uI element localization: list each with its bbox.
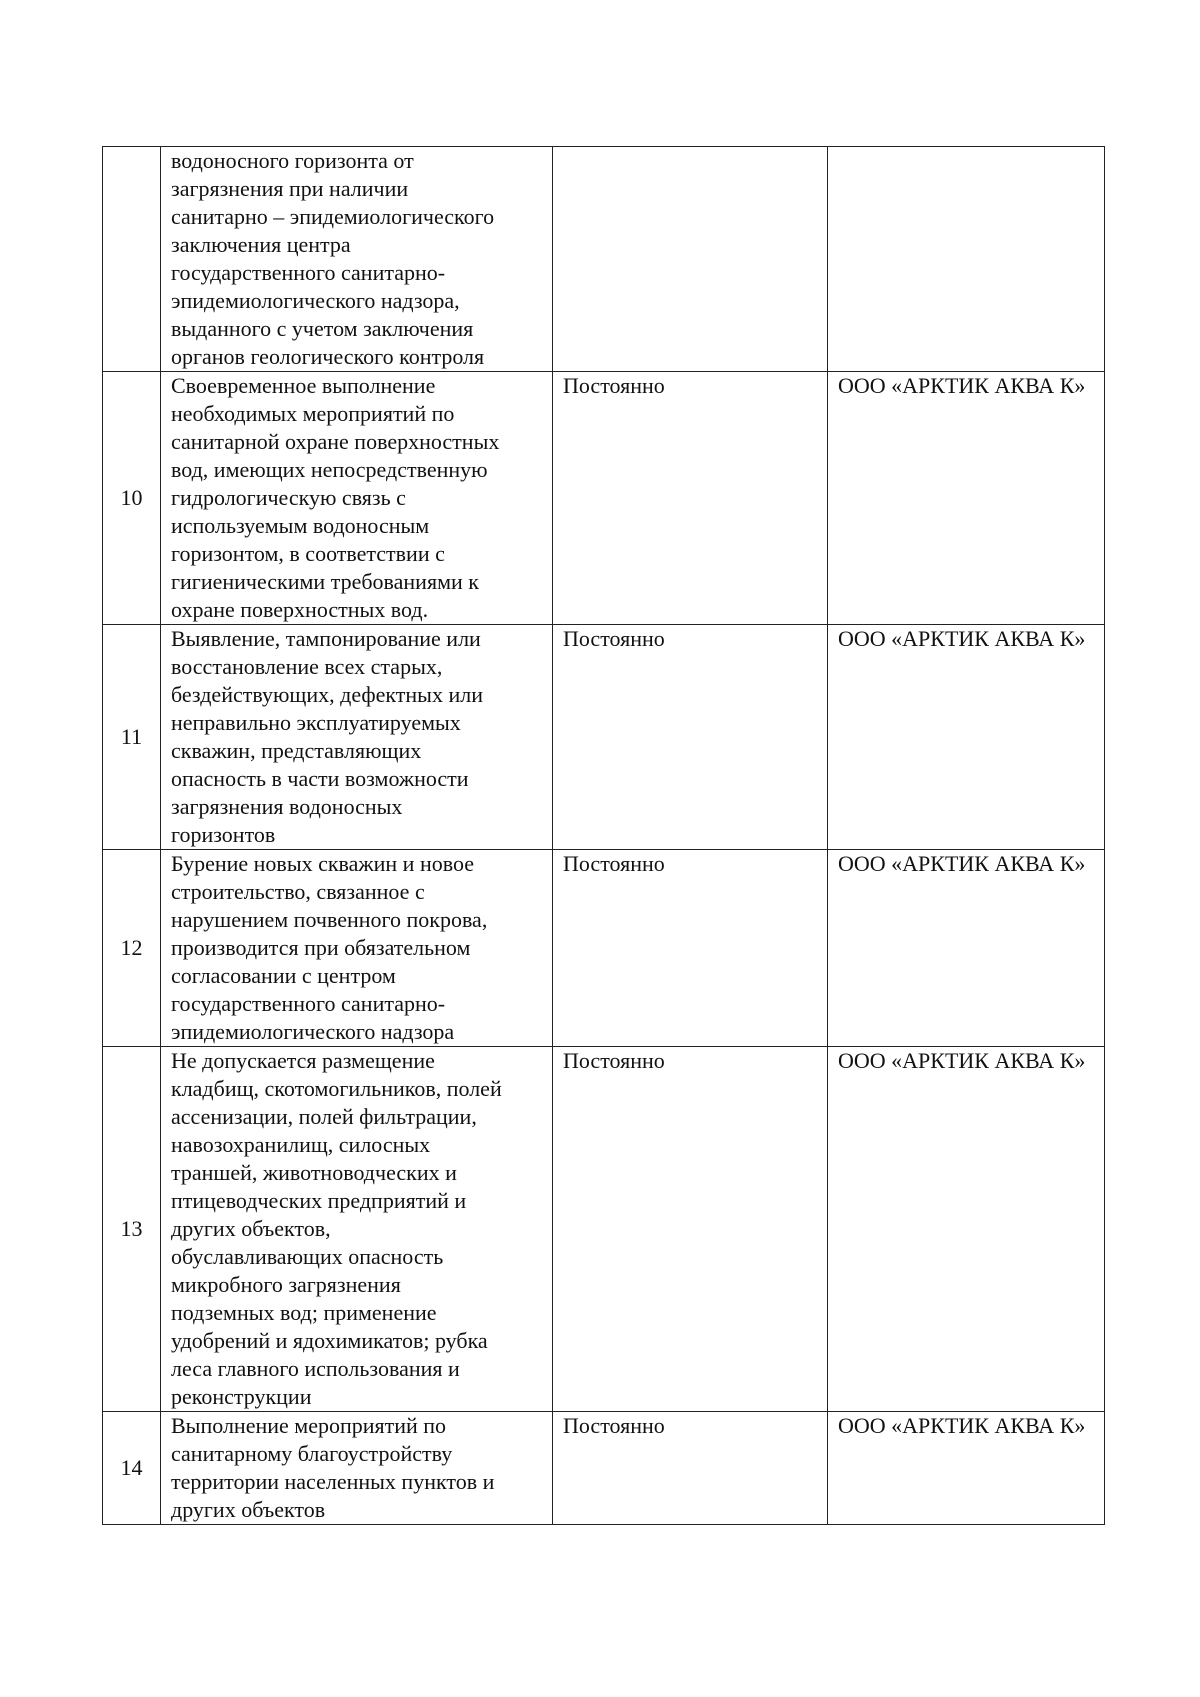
measures-table (102, 146, 1105, 1525)
measure-description: Бурение новых скважин и новое строительство, связанное с нарушением почвенного покрова, производится при обязательном согласовании с центром государственного санитарно- эпидемиологического надзора (161, 850, 553, 1047)
table-row (103, 850, 1105, 1047)
measure-responsible: ООО «АРКТИК АКВА К» (828, 625, 1105, 850)
table-row (103, 1412, 1105, 1525)
measure-term: Постоянно (553, 1047, 828, 1412)
row-number: 14 (103, 1412, 161, 1525)
measure-responsible: ООО «АРКТИК АКВА К» (828, 1047, 1105, 1412)
measure-description: водоносного горизонта от загрязнения при наличии санитарно – эпидемиологического заключения центра государственного санитарно- эпидемиологического надзора, выданного с учетом заключения органов геологического контроля (161, 147, 553, 372)
measure-responsible (828, 147, 1105, 372)
measure-term (553, 147, 828, 372)
row-number (103, 147, 161, 372)
row-number: 12 (103, 850, 161, 1047)
measure-term: Постоянно (553, 1412, 828, 1525)
measure-term: Постоянно (553, 625, 828, 850)
row-number: 10 (103, 372, 161, 625)
measure-responsible: ООО «АРКТИК АКВА К» (828, 1412, 1105, 1525)
measure-description: Выполнение мероприятий по санитарному благоустройству территории населенных пунктов и других объектов (161, 1412, 553, 1525)
row-number: 11 (103, 625, 161, 850)
measure-term: Постоянно (553, 372, 828, 625)
table-row (103, 625, 1105, 850)
measure-description: Выявление, тампонирование или восстановление всех старых, бездействующих, дефектных или неправильно эксплуатируемых скважин, представляющих опасность в части возможности загрязнения водоносных горизонтов (161, 625, 553, 850)
measure-responsible: ООО «АРКТИК АКВА К» (828, 850, 1105, 1047)
table-row (103, 147, 1105, 372)
measure-responsible: ООО «АРКТИК АКВА К» (828, 372, 1105, 625)
measure-term: Постоянно (553, 850, 828, 1047)
measure-description: Своевременное выполнение необходимых мероприятий по санитарной охране поверхностных вод, имеющих непосредственную гидрологическую связь с используемым водоносным горизонтом, в соответствии с гигиеническими требованиями к охране поверхностных вод. (161, 372, 553, 625)
row-number: 13 (103, 1047, 161, 1412)
table-row (103, 1047, 1105, 1412)
table-row (103, 372, 1105, 625)
measure-description: Не допускается размещение кладбищ, скотомогильников, полей ассенизации, полей фильтрации, навозохранилищ, силосных траншей, животноводческих и птицеводческих предприятий и других объектов, обуславливающих опасность микробного загрязнения подземных вод; применение удобрений и ядохимикатов; рубка леса главного использования и реконструкции (161, 1047, 553, 1412)
